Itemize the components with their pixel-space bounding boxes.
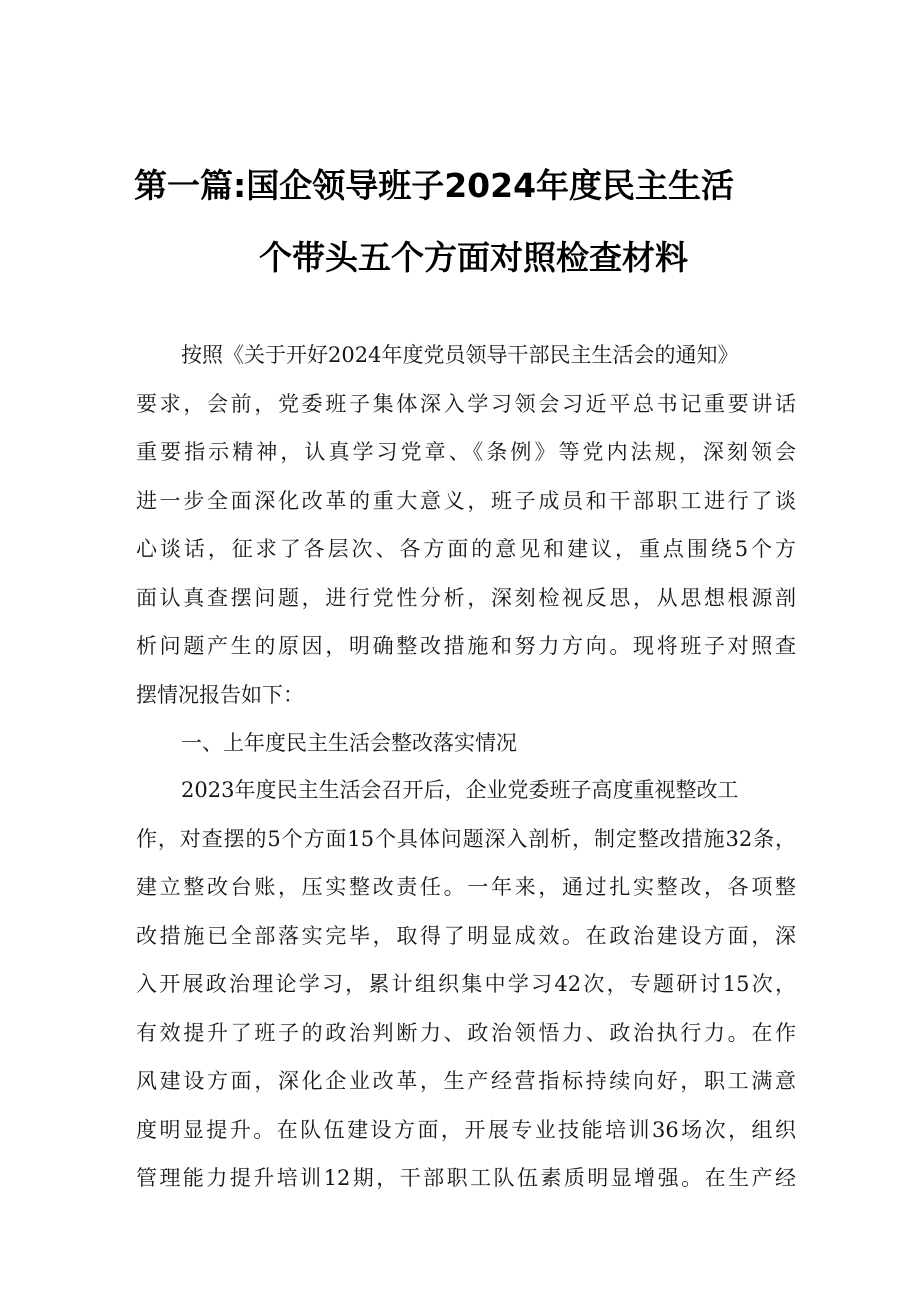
text-line: 有效提升了班子的政治判断力、政治领悟力、政治执行力。在作: [136, 1020, 796, 1045]
intro-paragraph: [136, 331, 796, 768]
text-line: 建立整改台账，压实整改责任。一年来，通过扎实整改，各项整: [136, 875, 796, 899]
text-line: 析问题产生的原因，明确整改措施和努力方向。现将班子对照查: [136, 634, 796, 658]
rectification-paragraph: [136, 766, 796, 1203]
text-line: 管理能力提升培训12期，干部职工队伍素质明显增强。在生产经: [136, 1166, 796, 1190]
text-line: 度明显提升。在队伍建设方面，开展专业技能培训36场次，组织: [136, 1117, 796, 1142]
text-line: 作，对查摆的5个方面15个具体问题深入剖析，制定整改措施32条，: [136, 826, 796, 851]
text-line: 重要指示精神，认真学习党章、《条例》等党内法规，深刻领会: [136, 440, 796, 464]
text-line: 要求，会前，党委班子集体深入学习领会习近平总书记重要讲话: [136, 391, 796, 416]
text-line: 入开展政治理论学习，累计组织集中学习42次，专题研讨15次，: [136, 972, 796, 996]
text-line: 摆情况报告如下：: [136, 682, 304, 707]
text-line: 按照《关于开好2024年度党员领导干部民主生活会的通知》: [181, 343, 739, 367]
document-title-line-1: 第一篇:国企领导班子2024年度民主生活: [134, 166, 735, 205]
text-line: 心谈话，征求了各层次、各方面的意见和建议，重点围绕5个方: [136, 537, 796, 561]
text-line: 进一步全面深化改革的重大意义，班子成员和干部职工进行了谈: [136, 488, 796, 513]
section-heading: 一、上年度民主生活会整改落实情况: [181, 731, 517, 755]
document-title-line-2: 个带头五个方面对照检查材料: [259, 238, 688, 277]
text-line: 面认真查摆问题，进行党性分析，深刻检视反思，从思想根源剖: [136, 585, 796, 610]
text-line: 2023年度民主生活会召开后，企业党委班子高度重视整改工: [181, 778, 739, 802]
text-line: 风建设方面，深化企业改革，生产经营指标持续向好，职工满意: [136, 1069, 796, 1093]
text-line: 改措施已全部落实完毕，取得了明显成效。在政治建设方面，深: [136, 923, 796, 948]
